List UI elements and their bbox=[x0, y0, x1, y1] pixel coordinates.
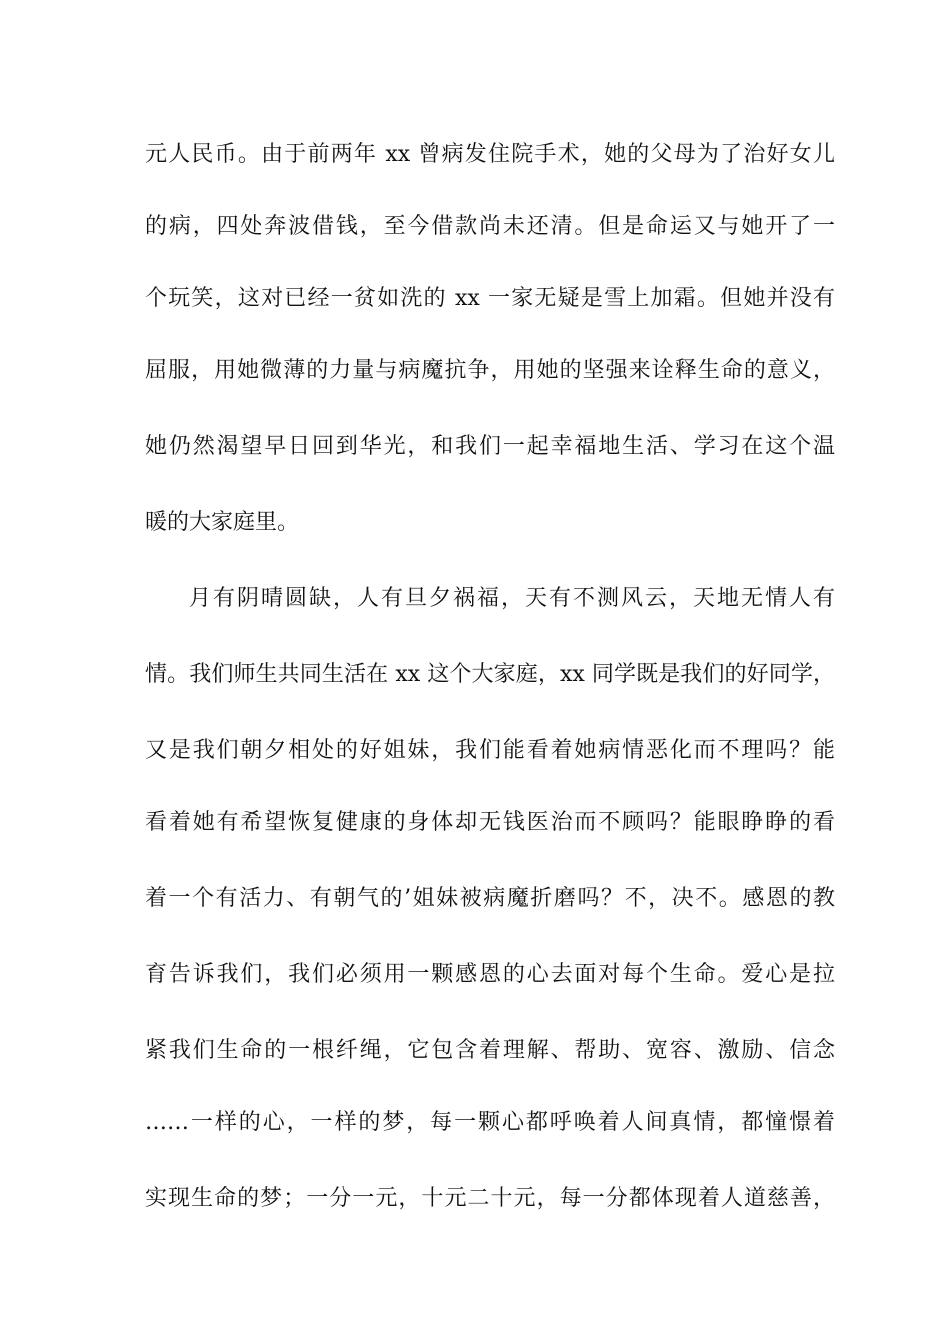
text-line: 元人民币。由于前两年 xx 曾病发住院手术，她的父母为了治好女儿 bbox=[145, 142, 835, 167]
text-line: 实现生命的梦；一分一元，十元二十元，每一分都体现着人道慈善， bbox=[145, 1186, 835, 1211]
text-line: 个玩笑，这对已经一贫如洗的 xx 一家无疑是雪上加霜。但她并没有 bbox=[145, 286, 835, 311]
text-line: 情。我们师生共同生活在 xx 这个大家庭，xx 同学既是我们的好同学， bbox=[145, 662, 835, 687]
text-line: 屈服，用她微薄的力量与病魔抗争，用她的坚强来诠释生命的意义， bbox=[145, 358, 835, 383]
text-line: 育告诉我们，我们必须用一颗感恩的心去面对每个生命。爱心是拉 bbox=[145, 962, 835, 987]
text-line: 又是我们朝夕相处的好姐妹，我们能看着她病情恶化而不理吗？能 bbox=[145, 738, 835, 763]
text-line: 月有阴晴圆缺，人有旦夕祸福，天有不测风云，天地无情人有 bbox=[189, 586, 835, 611]
text-line: 看着她有希望恢复健康的身体却无钱医治而不顾吗？能眼睁睁的看 bbox=[145, 810, 835, 835]
text-line: 她仍然渴望早日回到华光，和我们一起幸福地生活、学习在这个温 bbox=[145, 434, 835, 459]
text-line: 的病，四处奔波借钱，至今借款尚未还清。但是命运又与她开了一 bbox=[145, 214, 835, 239]
text-line: 暖的大家庭里。 bbox=[145, 510, 300, 535]
text-line: 紧我们生命的一根纤绳，它包含着理解、帮助、宽容、激励、信念 bbox=[145, 1038, 835, 1063]
text-line: ……一样的心，一样的梦，每一颗心都呼唤着人间真情，都憧憬着 bbox=[145, 1110, 835, 1135]
text-line: 着一个有活力、有朝气的’姐妹被病魔折磨吗？不，决不。感恩的教 bbox=[145, 886, 835, 911]
